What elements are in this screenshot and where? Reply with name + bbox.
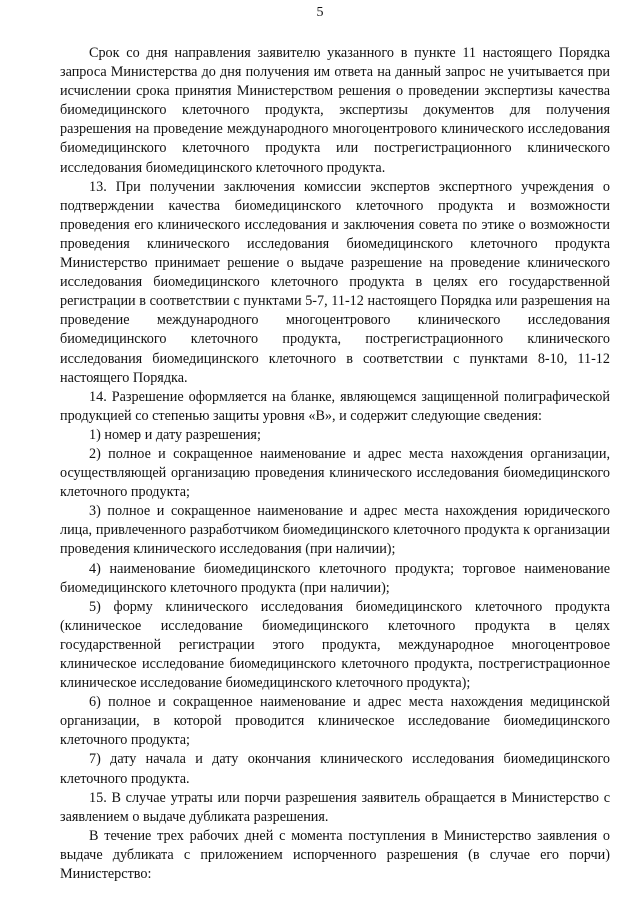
list-item-4: 4) наименование биомедицинского клеточного продукта; торговое наименование биомедицинского клеточного продукта (при наличии);: [60, 560, 610, 596]
list-item-2: 2) полное и сокращенное наименование и адрес места нахождения организации, осуществляющей организацию проведения клинического исследования биомедицинского клеточного продукта;: [60, 445, 610, 501]
paragraph-14-permit-form: 14. Разрешение оформляется на бланке, являющемся защищенной полиграфической продукцией со степенью защиты уровня «В», и содержит следующие сведения:: [60, 388, 610, 424]
paragraph-review-period: Срок со дня направления заявителю указанного в пункте 11 настоящего Порядка запроса Министерства до дня получения им ответа на данный запрос не учитывается при исчислении срока принятия Министерством решения о проведении экспертизы качества биомедицинского клеточного продукта, экспертизы документов для получения разрешения на проведение международного многоцентрового клинического исследования биомедицинского клеточного продукта или пострегистрационного клинического исследования биомедицинского клеточного продукта.: [60, 45, 610, 176]
page-number: 5: [316, 5, 324, 20]
list-item-5: 5) форму клинического исследования биомедицинского клеточного продукта (клиническое исследование биомедицинского клеточного продукта в целях государственной регистрации этого продукта, международное многоцентровое клиническое исследование биомедицинского клеточного продукта, пострегистрационное клиническое исследование биомедицинского клеточного продукта);: [60, 598, 610, 692]
list-item-1: 1) номер и дату разрешения;: [89, 426, 261, 443]
list-item-7: 7) дату начала и дату окончания клинического исследования биомедицинского клеточного продукта.: [60, 751, 610, 787]
list-item-3: 3) полное и сокращенное наименование и адрес места нахождения юридического лица, привлеченного разработчиком биомедицинского клеточного продукта к организации проведения клинического исследования (при наличии);: [60, 503, 610, 558]
document-body: [60, 44, 610, 884]
paragraph-duplicate-procedure: В течение трех рабочих дней с момента поступления в Министерство заявления о выдаче дубликата с приложением испорченного разрешения (в случае его порчи) Министерство:: [60, 827, 610, 883]
paragraph-15-duplicate: 15. В случае утраты или порчи разрешения заявитель обращается в Министерство с заявлением о выдаче дубликата разрешения.: [60, 789, 610, 825]
list-item-6: 6) полное и сокращенное наименование и адрес места нахождения медицинской организации, в которой проводится клиническое исследование биомедицинского клеточного продукта;: [60, 694, 610, 749]
paragraph-13-decision: 13. При получении заключения комиссии экспертов экспертного учреждения о подтверждении качества биомедицинского клеточного продукта и возможности проведения его клинического исследования и заключения совета по этике о возможности проведения клинического исследования биомедицинского клеточного продукта Министерство принимает решение о выдаче разрешение на проведение клинического исследования биомедицинского клеточного продукта в целях его государственной регистрации в соответствии с пунктами 5-7, 11-12 настоящего Порядка или разрешения на проведение международного многоцентрового клинического исследования биомедицинского клеточного продукта, пострегистрационного клинического исследования биомедицинского клеточного в соответствии с пунктами 8-10, 11-12 настоящего Порядка.: [60, 178, 610, 386]
